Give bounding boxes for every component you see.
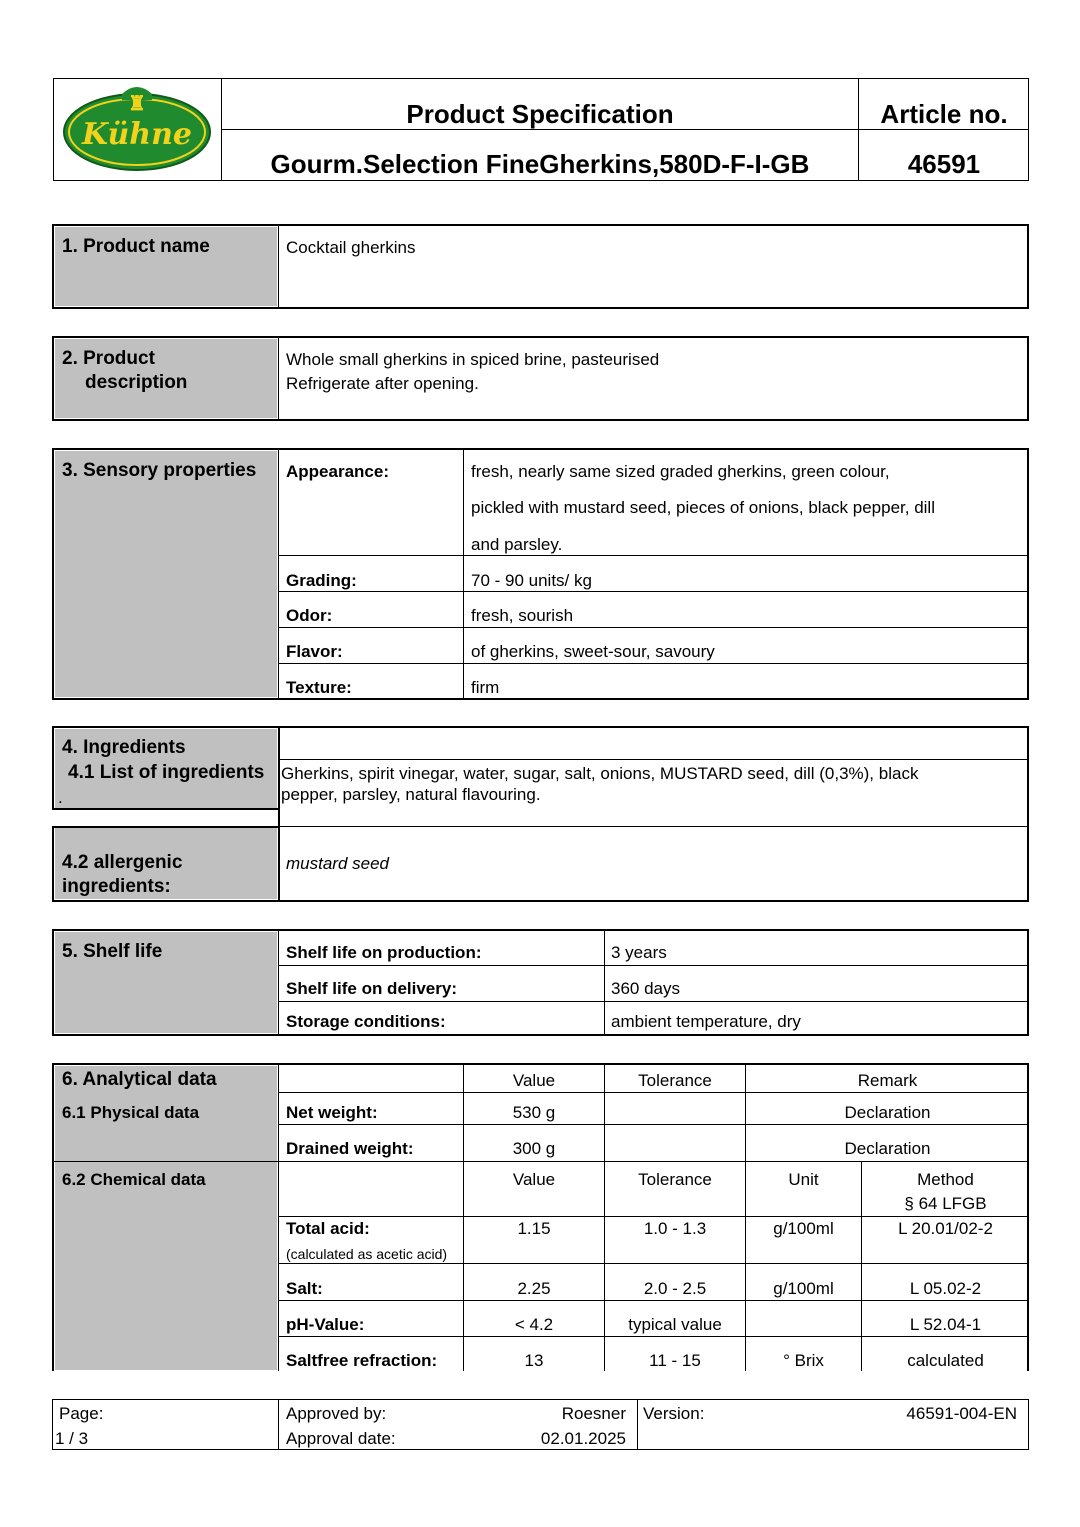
total-acid-key: Total acid: xyxy=(286,1219,370,1238)
flavor-value: of gherkins, sweet-sour, savoury xyxy=(471,642,715,661)
chem-head-method-ref: § 64 LFGB xyxy=(904,1194,987,1213)
drained-weight-key: Drained weight: xyxy=(286,1139,414,1158)
ph-tolerance: typical value xyxy=(628,1315,722,1334)
article-label: Article no. xyxy=(880,99,1008,129)
odor-value: fresh, sourish xyxy=(471,606,574,625)
total-acid-unit: g/100ml xyxy=(773,1219,834,1238)
logo-wordmark: Kühne xyxy=(82,117,192,152)
shelf-delivery-key: Shelf life on delivery: xyxy=(286,979,457,998)
odor-key: Odor: xyxy=(286,606,333,625)
physical-data-label: 6.1 Physical data xyxy=(62,1103,200,1122)
salt-method: L 05.02-2 xyxy=(909,1279,982,1298)
ph-key: pH-Value: xyxy=(286,1315,365,1334)
salt-unit: g/100ml xyxy=(773,1279,834,1298)
svg-text:♜: ♜ xyxy=(128,91,146,115)
ingredients-dot: . xyxy=(58,788,63,807)
approval-date-label: Approval date: xyxy=(286,1429,396,1448)
total-acid-method: L 20.01/02-2 xyxy=(898,1219,993,1238)
ingredients-line-1: Gherkins, spirit vinegar, water, sugar, salt, onions, MUSTARD seed, dill (0,3%), black xyxy=(281,764,919,783)
shelf-life-label: 5. Shelf life xyxy=(62,941,163,962)
total-acid-note: (calculated as acetic acid) xyxy=(286,1246,448,1262)
page-label: Page: xyxy=(59,1404,104,1423)
chem-head-tolerance: Tolerance xyxy=(638,1170,712,1189)
sensory-label: 3. Sensory properties xyxy=(62,460,257,481)
allergen-label-2: ingredients: xyxy=(62,876,171,897)
ingredients-label: 4. Ingredients xyxy=(62,737,186,758)
product-name-label: 1. Product name xyxy=(62,236,210,257)
storage-value: ambient temperature, dry xyxy=(611,1012,801,1031)
ph-method: L 52.04-1 xyxy=(909,1315,982,1334)
grading-value: 70 - 90 units/ kg xyxy=(471,571,592,590)
allergen-label: 4.2 allergenic xyxy=(62,852,183,873)
chem-head-value: Value xyxy=(512,1170,556,1189)
salt-value: 2.25 xyxy=(517,1279,551,1298)
texture-key: Texture: xyxy=(286,678,352,697)
approved-by-value: Roesner xyxy=(561,1404,626,1423)
ingredients-list-label: 4.1 List of ingredients xyxy=(68,762,265,783)
salt-key: Salt: xyxy=(286,1279,323,1298)
total-acid-tolerance: 1.0 - 1.3 xyxy=(643,1219,707,1238)
refraction-value: 13 xyxy=(524,1351,544,1370)
product-description-line-1: Whole small gherkins in spiced brine, pasteurised xyxy=(286,350,660,369)
document-title: Product Specification xyxy=(406,99,674,129)
refraction-unit: ° Brix xyxy=(783,1351,824,1370)
product-subtitle: Gourm.Selection FineGherkins,580D-F-I-GB xyxy=(270,149,810,179)
grading-key: Grading: xyxy=(286,571,357,590)
appearance-line-1: fresh, nearly same sized graded gherkins, green colour, xyxy=(471,462,890,481)
net-weight-remark: Declaration xyxy=(844,1103,931,1122)
approved-by-label: Approved by: xyxy=(286,1404,387,1423)
flavor-key: Flavor: xyxy=(286,642,343,661)
drained-weight-remark: Declaration xyxy=(844,1139,931,1158)
net-weight-value: 530 g xyxy=(512,1103,556,1122)
chem-head-method: Method xyxy=(917,1170,974,1189)
product-description-label: 2. Product xyxy=(62,348,155,369)
phys-head-remark: Remark xyxy=(857,1071,918,1090)
salt-tolerance: 2.0 - 2.5 xyxy=(643,1279,707,1298)
section-ingredients xyxy=(278,726,1029,902)
appearance-line-2: pickled with mustard seed, pieces of onions, black pepper, dill xyxy=(471,498,935,517)
phys-head-value: Value xyxy=(512,1071,556,1090)
product-name-value: Cocktail gherkins xyxy=(286,238,416,257)
phys-head-tolerance: Tolerance xyxy=(638,1071,712,1090)
shelf-production-key: Shelf life on production: xyxy=(286,943,482,962)
ph-value: < 4.2 xyxy=(514,1315,554,1334)
shelf-production-value: 3 years xyxy=(611,943,667,962)
refraction-key: Saltfree refraction: xyxy=(286,1351,438,1370)
net-weight-key: Net weight: xyxy=(286,1103,378,1122)
refraction-method: calculated xyxy=(907,1351,984,1370)
approval-date-value: 02.01.2025 xyxy=(540,1429,626,1448)
appearance-line-3: and parsley. xyxy=(471,535,563,554)
chemical-data-label: 6.2 Chemical data xyxy=(62,1170,206,1189)
analytical-label: 6. Analytical data xyxy=(62,1069,217,1090)
version-label: Version: xyxy=(643,1404,705,1423)
version-value: 46591-004-EN xyxy=(906,1404,1017,1423)
shelf-delivery-value: 360 days xyxy=(611,979,680,998)
drained-weight-value: 300 g xyxy=(512,1139,556,1158)
product-description-line-2: Refrigerate after opening. xyxy=(286,374,479,393)
allergen-value: mustard seed xyxy=(286,854,389,873)
ingredients-line-2: pepper, parsley, natural flavouring. xyxy=(281,785,541,804)
article-number: 46591 xyxy=(907,149,981,179)
page-number: 1 / 3 xyxy=(55,1429,89,1448)
appearance-key: Appearance: xyxy=(286,462,389,481)
texture-value: firm xyxy=(471,678,500,697)
chem-head-unit: Unit xyxy=(788,1170,819,1189)
refraction-tolerance: 11 - 15 xyxy=(649,1351,701,1370)
product-description-label-2: description xyxy=(85,372,188,393)
total-acid-value: 1.15 xyxy=(517,1219,551,1238)
storage-key: Storage conditions: xyxy=(286,1012,446,1031)
